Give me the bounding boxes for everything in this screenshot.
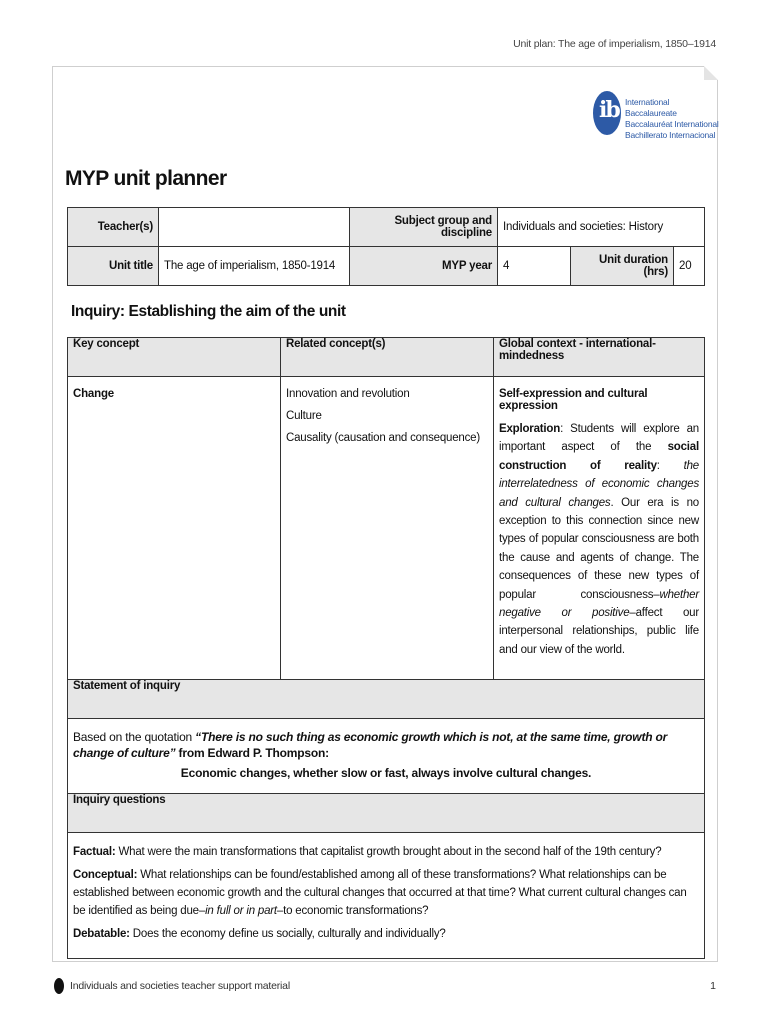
- running-header: Unit plan: The age of imperialism, 1850–1914: [513, 38, 716, 50]
- statement-quote-line: [73, 729, 699, 761]
- ib-logo-line-en: International Baccalaureate: [625, 97, 677, 118]
- table-row: [68, 377, 705, 680]
- related-concepts-header: Related concept(s): [281, 338, 494, 377]
- table-header-row: [68, 680, 705, 719]
- exploration-italic: whether negative or positive: [499, 588, 699, 620]
- duration-label: Unit duration (hrs): [571, 247, 674, 286]
- myp-year-label: MYP year: [350, 247, 498, 286]
- key-concept-cell: [68, 377, 281, 680]
- subject-label: Subject group and discipline: [350, 208, 498, 247]
- exploration-emphasis: social construction of reality: [499, 441, 699, 472]
- factual-text: What were the main transformations that capitalist growth brought about in the second half of the 19th century?: [115, 846, 662, 859]
- exploration-italic: the interrelatedness of economic changes and cultural changes: [499, 459, 699, 509]
- page-corner-fold: [704, 66, 718, 80]
- table-header-row: [68, 794, 705, 833]
- statement-of-inquiry: Economic changes, whether slow or fast, always involve cultural changes.: [180, 766, 592, 781]
- related-concepts-cell: [281, 377, 494, 680]
- inquiry-table: [67, 337, 705, 959]
- global-context-title: Self-expression and cultural expression: [499, 388, 648, 412]
- statement-source: from Edward P. Thompson:: [175, 746, 329, 761]
- table-row: [68, 247, 705, 286]
- ib-logo: [589, 87, 719, 147]
- related-concept-item: Causality (causation and consequence): [286, 432, 480, 444]
- section-heading: Inquiry: Establishing the aim of the unit: [71, 303, 346, 320]
- page-number: 1: [710, 980, 716, 992]
- table-row: [68, 719, 705, 794]
- ib-logo-line-fr: Baccalauréat International: [625, 119, 719, 129]
- inquiry-questions-cell: [68, 833, 705, 959]
- exploration-part: : Students will explore an important aspect of the: [499, 423, 699, 454]
- inquiry-questions-header: Inquiry questions: [68, 794, 705, 833]
- exploration-label: Exploration: [499, 423, 561, 435]
- statement-quote: “There is no such thing as economic growth which is not, at the same time, growth or change of culture”: [73, 730, 668, 761]
- duration-value: 20: [674, 247, 705, 286]
- factual-question: [73, 843, 699, 861]
- table-header-row: [68, 338, 705, 377]
- ib-logo-mark: ib: [599, 97, 619, 123]
- conceptual-label: Conceptual:: [73, 869, 138, 882]
- document-page: [52, 66, 718, 962]
- related-concept-item: Culture: [286, 410, 322, 422]
- exploration-part: –affect our interpersonal relationships, public life and our view of the world.: [499, 607, 699, 656]
- key-concept-header: Key concept: [68, 338, 281, 377]
- ib-logo-line-es: Bachillerato Internacional: [625, 130, 716, 140]
- conceptual-italic: in full or in part: [205, 905, 277, 918]
- global-context-cell: [494, 377, 705, 680]
- unit-title-value: The age of imperialism, 1850-1914: [159, 247, 350, 286]
- page-title: MYP unit planner: [65, 167, 227, 190]
- key-concept-value: Change: [73, 388, 114, 400]
- myp-year-value: 4: [498, 247, 571, 286]
- teacher-label: Teacher(s): [68, 208, 159, 247]
- exploration-part: . Our era is no exception to this connection since new types of popular consciousness are both the cause and agents of change. The consequences of these new types of popular consciousness–: [499, 496, 699, 601]
- statement-of-inquiry-header: Statement of inquiry: [68, 680, 705, 719]
- conceptual-text: What relationships can be found/established among all of these transformations? What relationships can be established between economic growth and the cultural changes that occurred at that time? What current cultural changes can be identified as being due–: [73, 869, 687, 918]
- unit-meta-table: [67, 207, 705, 286]
- footer-ib-icon: [54, 978, 64, 994]
- debatable-label: Debatable:: [73, 928, 130, 941]
- table-row: [68, 208, 705, 247]
- teacher-value: [159, 208, 350, 247]
- footer-text: Individuals and societies teacher support material: [70, 980, 290, 992]
- conceptual-question: [73, 866, 699, 920]
- debatable-text: Does the economy define us socially, culturally and individually?: [129, 928, 446, 941]
- table-row: [68, 833, 705, 959]
- global-context-header: Global context - international-mindedness: [494, 338, 705, 377]
- debatable-question: [73, 925, 699, 943]
- ib-logo-names: [625, 97, 719, 141]
- subject-value: Individuals and societies: History: [498, 208, 705, 247]
- exploration-text: [499, 420, 699, 659]
- conceptual-text-end: –to economic transformations?: [276, 905, 429, 918]
- unit-title-label: Unit title: [68, 247, 159, 286]
- statement-of-inquiry-cell: [68, 719, 705, 794]
- factual-label: Factual:: [73, 846, 116, 859]
- statement-lead: Based on the quotation: [73, 730, 196, 745]
- related-concept-item: Innovation and revolution: [286, 388, 410, 400]
- exploration-part: :: [656, 459, 684, 472]
